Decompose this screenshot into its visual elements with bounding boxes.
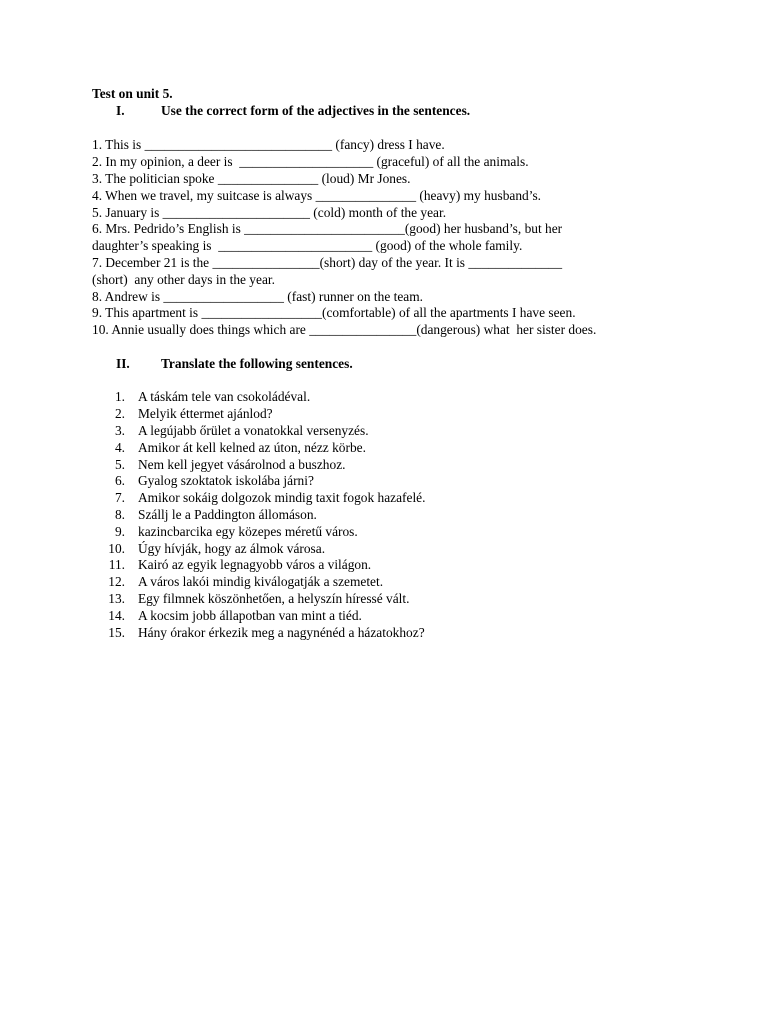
exercise-line-3: 3. The politician spoke _______________ (loud) Mr Jones. bbox=[92, 171, 411, 186]
document-title: Test on unit 5. bbox=[92, 86, 173, 101]
section2-numeral: II. bbox=[116, 356, 130, 371]
exercise-line-8: 8. Andrew is __________________ (fast) runner on the team. bbox=[92, 289, 423, 304]
section2-heading: Translate the following sentences. bbox=[161, 356, 353, 371]
exercise-line-1: 1. This is ____________________________ (fancy) dress I have. bbox=[92, 137, 445, 152]
exercise-line-6: 6. Mrs. Pedrido’s English is ________________________(good) her husband’s, but her bbox=[92, 221, 563, 236]
exercise-line-7: 7. December 21 is the ________________(short) day of the year. It is ______________ bbox=[92, 255, 563, 270]
section1-heading: Use the correct form of the adjectives in the sentences. bbox=[161, 103, 471, 118]
exercise-line-2: 2. In my opinion, a deer is ____________________ (graceful) of all the animals. bbox=[92, 154, 529, 169]
exercise-line-5: 5. January is ______________________ (cold) month of the year. bbox=[92, 205, 447, 220]
exercise-line-7-cont: (short) any other days in the year. bbox=[92, 272, 275, 287]
section1-numeral: I. bbox=[116, 103, 125, 118]
exercise-line-4: 4. When we travel, my suitcase is always _______________ (heavy) my husband’s. bbox=[92, 188, 541, 203]
document-page: Test on unit 5. I. Use the correct form of the adjectives in the sentences. 1. This is ____________________________ (fancy) dress I have. 2. In my opinion, a deer is ____________________ (graceful) of all the animals. 3. The politician spoke _______________ (loud) Mr Jones. 4. When we travel, my suitcase is always _______________ (heavy) my husband’s. 5. January is ______________________ (cold) month of the year. 6. Mrs. Pedrido’s English is ________________________(good) her husband’s, but her daughter’s speaking is _______________________ (good) of the whole family. 7. December 21 is the ________________(short) day of the year. It is ______________ (short) any other days in the year. 8. Andrew is __________________ (fast) runner on the team. 9. This apartment is __________________(comfortable) of all the apartments I have seen. 10. Annie usually does things which are ________________(dangerous) what her sister does. II. Translate the following sentences. 1. A táskám tele van csokoládéval. 2. Melyik éttermet ajánlod? 3. A legújabb őrület a vonatokkal versenyzés. 4. Amikor át kell kelned az úton, nézz körbe. 5. Nem kell jegyet vásárolnod a buszhoz. 6. Gyalog szoktatok iskolába járni? 7. Amikor sokáig dolgozok mindig taxit fogok hazafelé. 8. Szállj le a Paddington állomáson. 9. kazincbarcika egy közepes méretű város. 10. Úgy hívják, hogy az álmok városa. 11. Kairó az egyik legnagyobb város a világon. 12. A város lakói mindig kiválogatják a szemetet. 13. Egy filmnek köszönhetően, a helyszín híressé vált. 14. A kocsim jobb állapotban van mint a tiéd. 15. Hány órakor érkezik meg a nagynénéd a házatokhoz? bbox=[92, 86, 597, 640]
exercise-line-10: 10. Annie usually does things which are ________________(dangerous) what her sister does. bbox=[92, 322, 597, 337]
exercise-line-9: 9. This apartment is __________________(comfortable) of all the apartments I have seen. bbox=[92, 305, 576, 320]
exercise-line-6-cont: daughter’s speaking is _______________________ (good) of the whole family. bbox=[92, 238, 523, 253]
